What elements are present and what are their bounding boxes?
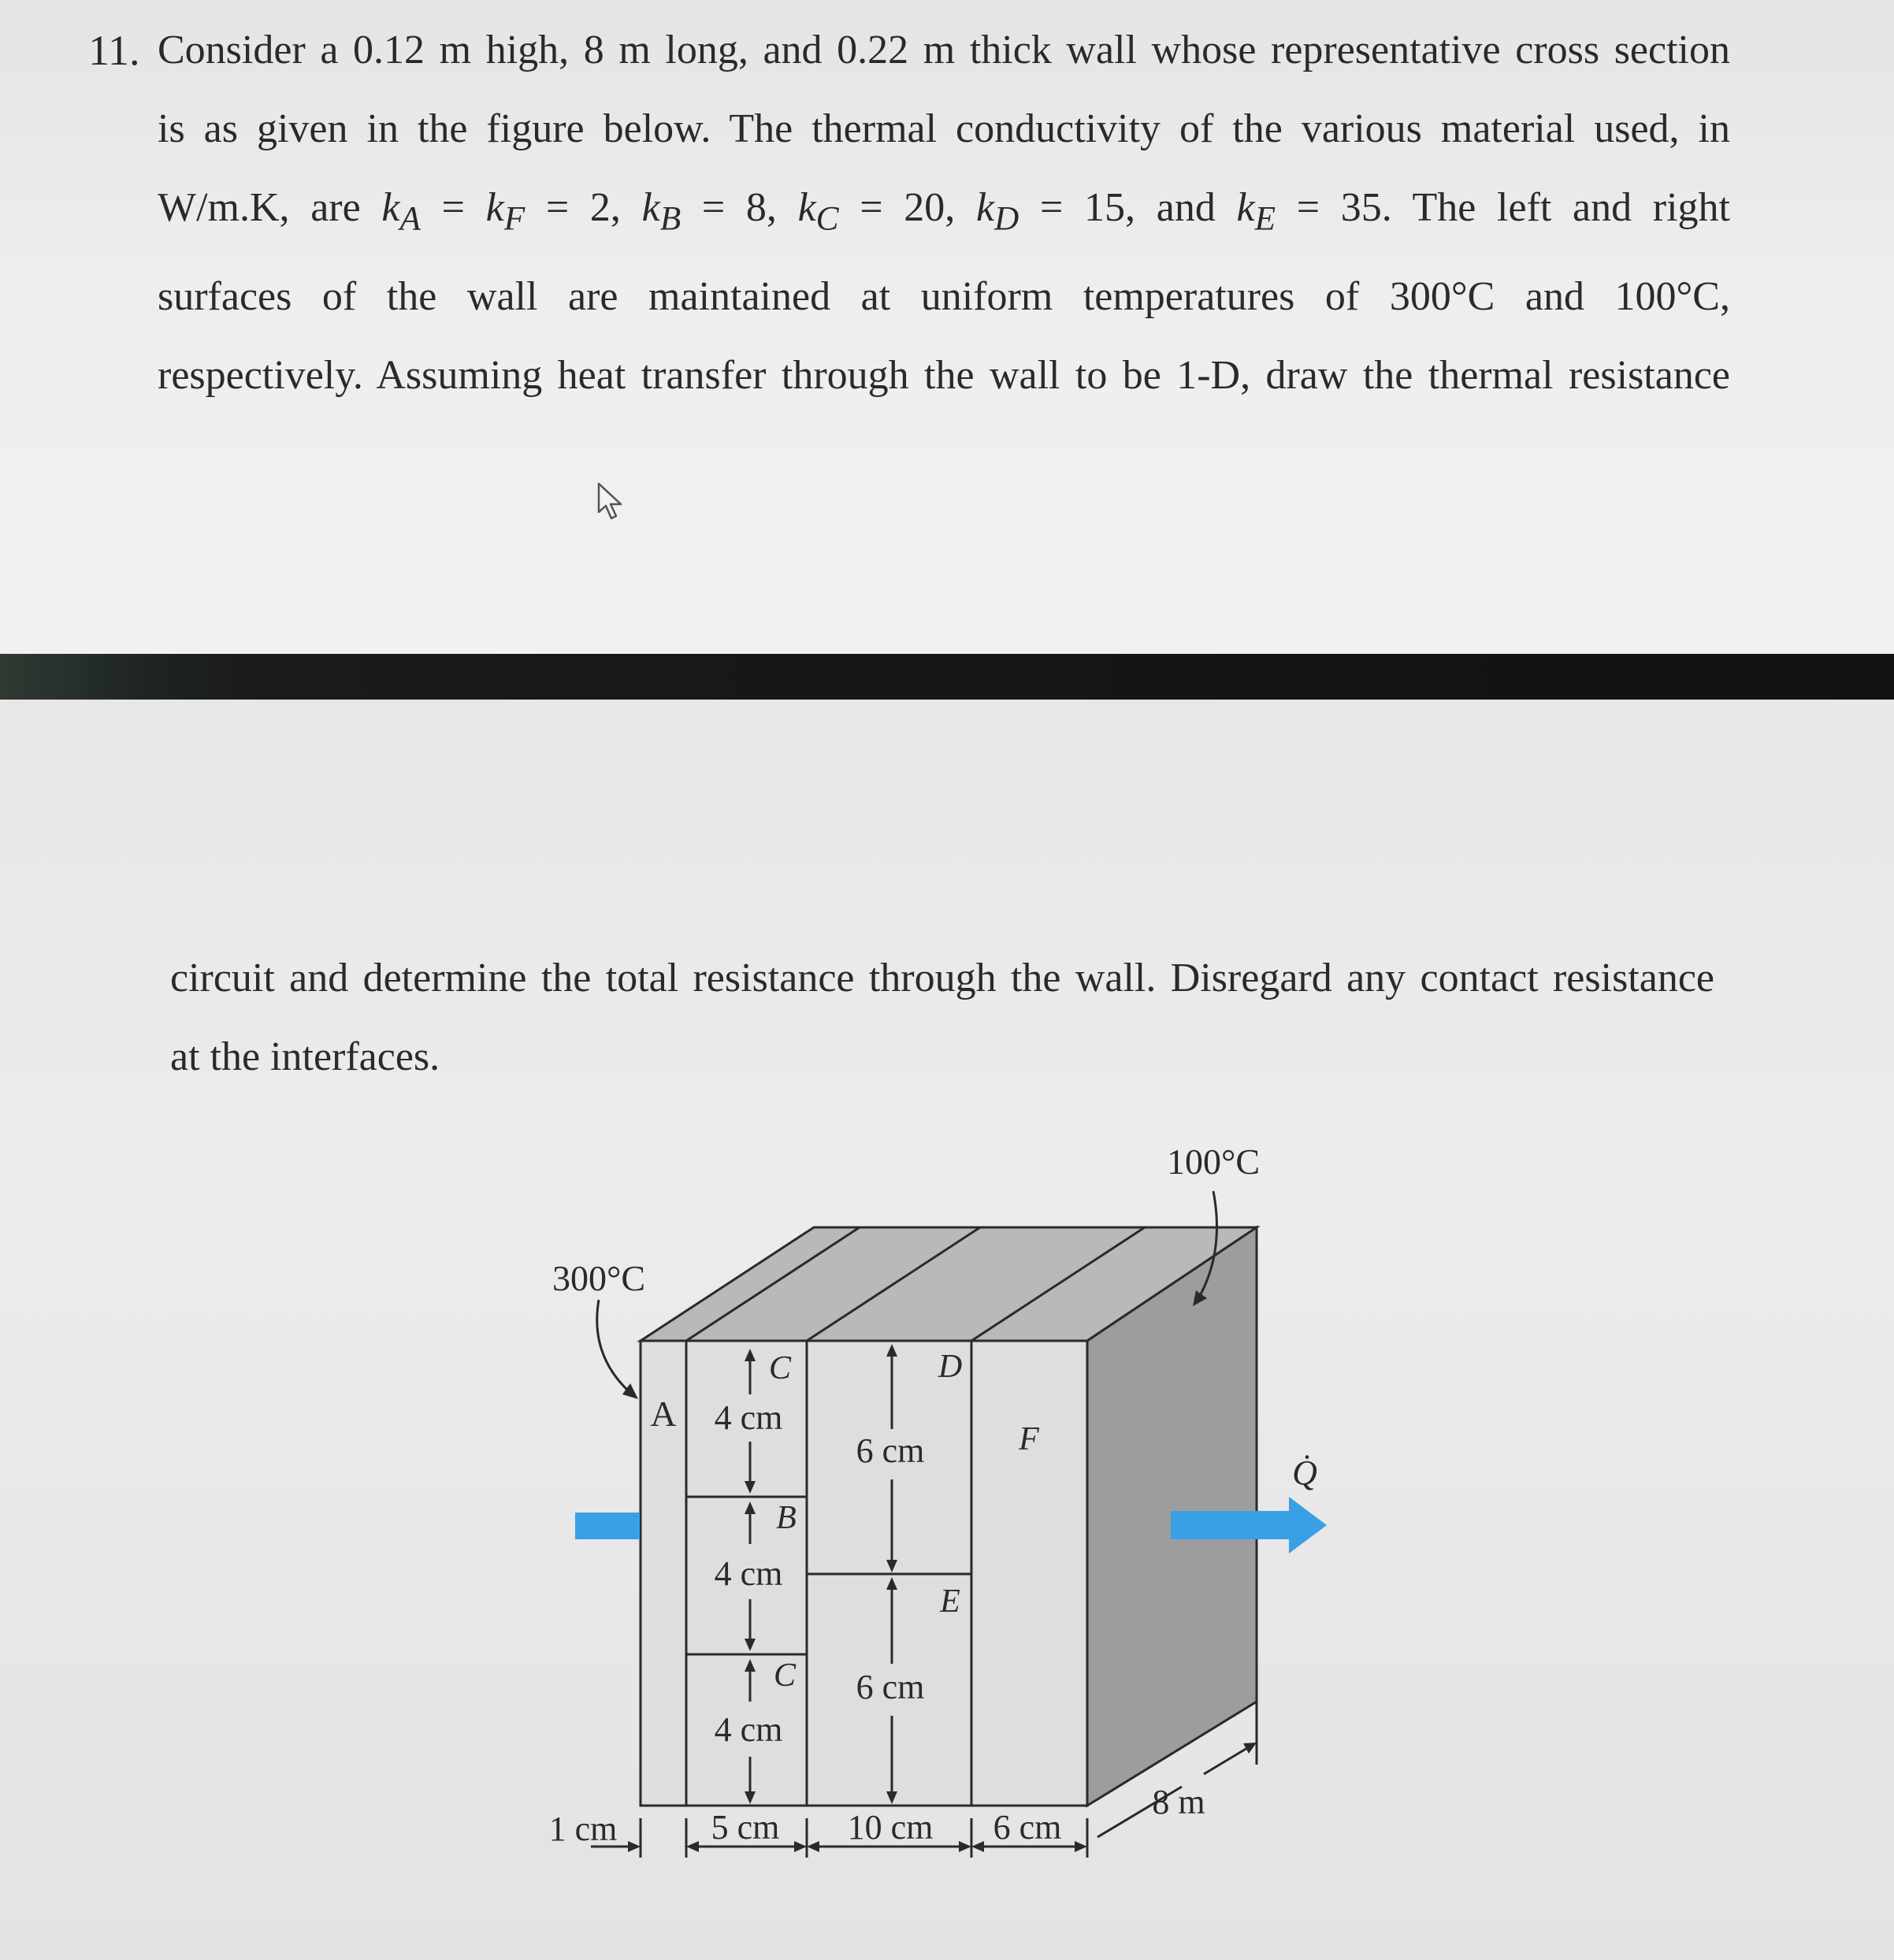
- layer-c-top-label: C: [768, 1350, 792, 1386]
- height-d-label: 6 cm: [856, 1431, 925, 1470]
- k-b-sub: B: [659, 199, 681, 238]
- page-divider-bar: [0, 654, 1894, 700]
- problem-number: 11.: [88, 27, 140, 74]
- height-e-label: 6 cm: [856, 1668, 925, 1706]
- problem-line-7: at the interfaces.: [170, 1034, 440, 1079]
- layer-f-label: F: [1019, 1421, 1039, 1457]
- k-d: k: [975, 185, 995, 230]
- k-f-sub: F: [503, 199, 525, 238]
- problem-line-4: surfaces of the wall are maintained at uniform temperatures of 300°C and 100°C,: [158, 274, 1730, 320]
- left-temperature-label: 300°C: [551, 1258, 646, 1298]
- left-temperature-leader: [597, 1300, 630, 1393]
- wall-cross-section-figure: [488, 1103, 1434, 1891]
- thickness-f-label: 6 cm: [993, 1808, 1062, 1847]
- k-e: k: [1236, 185, 1255, 230]
- problem-line-1: Consider a 0.12 m high, 8 m long, and 0.22 m thick wall whose representative cross section: [158, 28, 1730, 72]
- layer-a-label: A: [650, 1394, 677, 1434]
- layer-c-bottom-label: C: [773, 1657, 797, 1694]
- k-c-sub: C: [815, 199, 839, 238]
- k-b: k: [641, 185, 660, 230]
- layer-b-label: B: [776, 1500, 797, 1536]
- problem-text-top: [158, 11, 1730, 415]
- val-2: = 8,: [681, 185, 798, 230]
- heat-flow-out-arrow-shaft: [1171, 1511, 1292, 1539]
- val-3: = 20,: [838, 185, 976, 230]
- mouse-cursor-icon: [596, 482, 627, 522]
- val-1: = 2,: [525, 185, 642, 230]
- val-5: = 35. The left and right: [1276, 185, 1730, 230]
- k-f: k: [485, 185, 504, 230]
- length-label: 8 m: [1152, 1783, 1205, 1821]
- heat-flow-in-arrow: [575, 1513, 640, 1539]
- height-c-top-label: 4 cm: [714, 1398, 783, 1437]
- thickness-de-label: 10 cm: [847, 1808, 934, 1847]
- right-temperature-label: 100°C: [1166, 1141, 1261, 1182]
- problem-line-6: circuit and determine the total resistance through the wall. Disregard any contact resistance: [170, 956, 1714, 1000]
- problem-text-bottom: [170, 939, 1714, 1097]
- problem-line-5: respectively. Assuming heat transfer through the wall to be 1-D, draw the thermal resistance: [158, 353, 1730, 399]
- eq-1: =: [420, 185, 486, 230]
- k-e-sub: E: [1254, 199, 1276, 238]
- k-a: k: [381, 185, 400, 230]
- layer-e-label: E: [940, 1583, 960, 1620]
- k-a-sub: A: [399, 199, 421, 238]
- val-4: = 15, and: [1019, 185, 1237, 230]
- thickness-bc-label: 5 cm: [711, 1808, 780, 1847]
- k-d-sub: D: [994, 199, 1019, 238]
- heat-flow-out-arrowhead: [1289, 1497, 1327, 1554]
- thickness-a-label: 1 cm: [548, 1810, 618, 1848]
- heat-flow-label: Q̇: [1292, 1453, 1317, 1492]
- layer-d-label: D: [938, 1349, 963, 1385]
- problem-line-2: is as given in the figure below. The thermal conductivity of the various material used, in: [158, 106, 1730, 151]
- problem-line-3: [158, 169, 1730, 258]
- height-c-bottom-label: 4 cm: [714, 1710, 783, 1749]
- k-c: k: [797, 185, 816, 230]
- conductivity-prefix: W/m.K, are: [158, 185, 382, 230]
- height-b-label: 4 cm: [714, 1554, 783, 1593]
